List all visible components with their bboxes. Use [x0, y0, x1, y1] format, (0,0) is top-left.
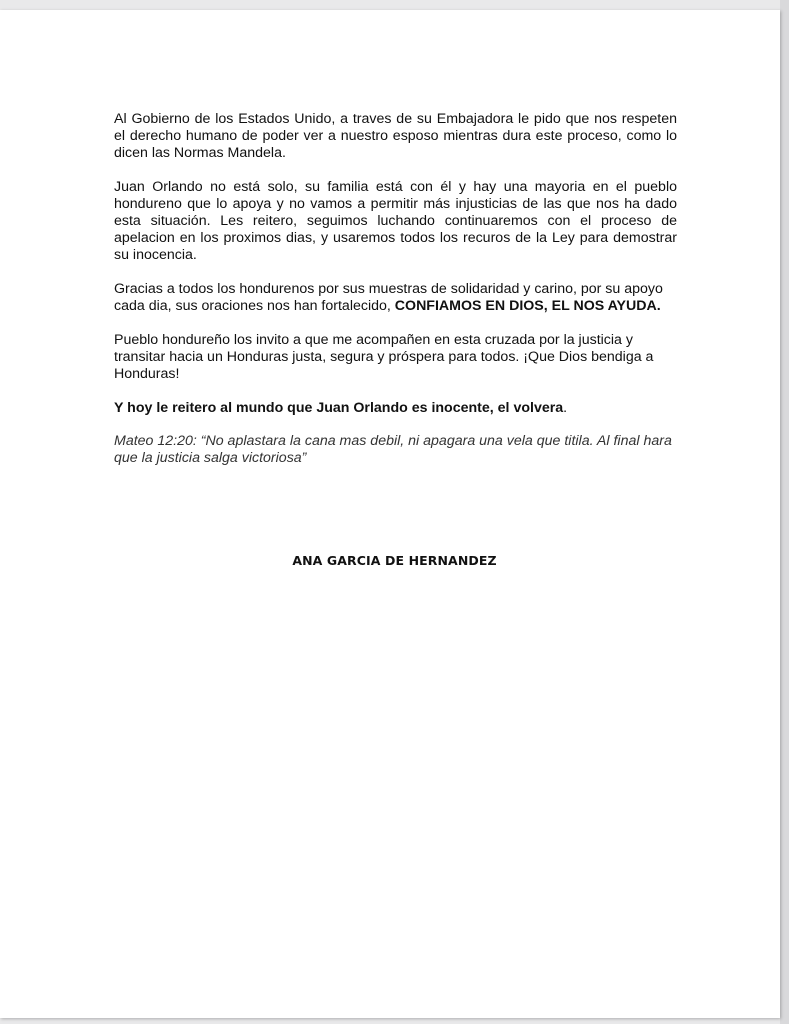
faith-statement: CONFIAMOS EN DIOS, EL NOS AYUDA.	[394, 298, 661, 314]
innocence-statement: Y hoy le reitero al mundo que Juan Orlando es inocente, el volvera	[114, 400, 564, 416]
innocence-period: .	[563, 400, 568, 416]
paragraph-innocence	[114, 400, 677, 417]
letter-body	[114, 111, 677, 484]
bible-quote: Mateo 12:20: “No aplastara la cana mas debil, ni apagara una vela que titila. Al final hara que la justicia salga victoriosa”	[114, 433, 672, 466]
page-edge	[780, 0, 789, 1024]
thanks-text: Gracias a todos los hondurenos por sus muestras de solidaridad y carino, por su apoyo cada dia, sus oraciones nos han fortalecido,	[114, 281, 663, 314]
paragraph-thanks	[114, 281, 677, 315]
signature-name: ANA GARCIA DE HERNANDEZ	[292, 553, 497, 568]
document-page	[0, 10, 780, 1018]
paragraph-invitation: Pueblo hondureño los invito a que me acompañen en esta cruzada por la justicia y transitar hacia un Honduras justa, segura y próspera para todos. ¡Que Dios bendiga a Honduras!	[114, 332, 654, 382]
paragraph-support: Juan Orlando no está solo, su familia está con él y hay una mayoria en el pueblo hondureno que lo apoya y no vamos a permitir más injusticias de las que nos ha dado esta situación. Les reitero, seguimos luchando continuaremos con el proceso de apelacion en los proximos dias, y usaremos todos los recuros de la Ley para demostrar su inocencia.	[114, 179, 677, 263]
paragraph-embassy-request: Al Gobierno de los Estados Unido, a traves de su Embajadora le pido que nos respeten el derecho humano de poder ver a nuestro esposo mientras dura este proceso, como lo dicen las Normas Mandela.	[114, 111, 677, 161]
